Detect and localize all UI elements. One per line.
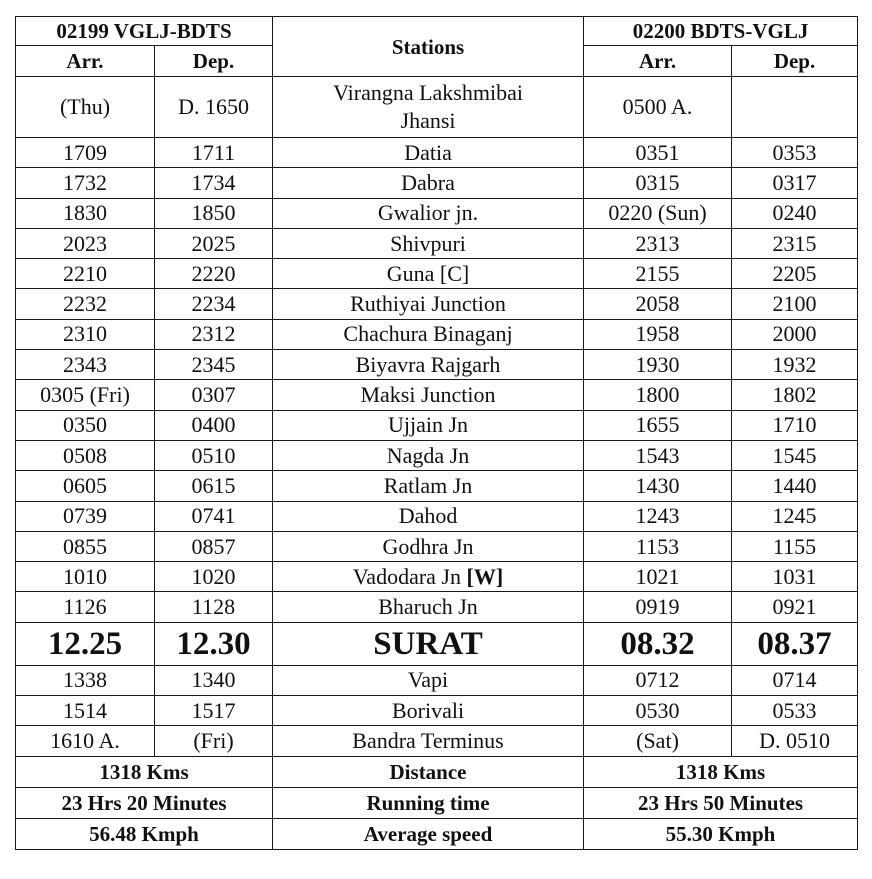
timetable — [15, 16, 858, 850]
down-arr-cell: 2310 — [16, 319, 155, 349]
down-arr-cell: 0739 — [16, 501, 155, 531]
down-arr-cell: 2343 — [16, 350, 155, 380]
station-name: Virangna Lakshmibai Jhansi — [333, 80, 523, 133]
running-time-down: 23 Hrs 20 Minutes — [16, 787, 273, 818]
down-arr-header: Arr. — [16, 46, 155, 77]
down-dep-cell: 1734 — [155, 168, 273, 198]
station-cell — [273, 562, 584, 592]
down-dep-cell: 1128 — [155, 592, 273, 622]
station-name: Bharuch Jn — [378, 594, 478, 620]
up-dep-cell: 1155 — [732, 531, 858, 561]
up-arr-cell: 0500 A. — [584, 77, 732, 138]
down-dep-cell: 1517 — [155, 696, 273, 726]
down-dep-cell: 0307 — [155, 380, 273, 410]
train-down-header: 02199 VGLJ-BDTS — [16, 17, 273, 46]
down-dep-cell: 1850 — [155, 198, 273, 228]
table-row — [16, 198, 858, 228]
station-name: Godhra Jn — [382, 533, 474, 559]
down-dep-cell: 0857 — [155, 531, 273, 561]
up-arr-cell: 1655 — [584, 410, 732, 440]
station-name: Gwalior jn. — [377, 200, 479, 226]
station-name: Biyavra Rajgarh — [355, 351, 501, 377]
table-row — [16, 380, 858, 410]
up-dep-header: Dep. — [732, 46, 858, 77]
station-cell — [273, 501, 584, 531]
up-dep-cell: 1031 — [732, 562, 858, 592]
table-row — [16, 592, 858, 622]
up-arr-cell: (Sat) — [584, 726, 732, 756]
down-arr-cell: 1830 — [16, 198, 155, 228]
down-dep-cell: 1340 — [155, 665, 273, 695]
down-arr-cell: 2023 — [16, 228, 155, 258]
distance-row — [16, 756, 858, 787]
down-dep-cell: 2220 — [155, 259, 273, 289]
up-dep-cell: 1802 — [732, 380, 858, 410]
station-cell — [273, 440, 584, 470]
down-arr-cell: 1338 — [16, 665, 155, 695]
up-arr-cell: 1430 — [584, 471, 732, 501]
up-arr-cell: 2313 — [584, 228, 732, 258]
down-dep-cell: 2345 — [155, 350, 273, 380]
station-cell — [273, 380, 584, 410]
up-arr-cell: 0530 — [584, 696, 732, 726]
station-name: Ujjain Jn — [387, 412, 469, 438]
station-cell — [273, 198, 584, 228]
timetable-container — [15, 16, 858, 850]
station-cell — [273, 168, 584, 198]
up-dep-cell: 2100 — [732, 289, 858, 319]
down-arr-cell: 2232 — [16, 289, 155, 319]
up-arr-cell: 0712 — [584, 665, 732, 695]
up-arr-cell: 0220 (Sun) — [584, 198, 732, 228]
up-dep-cell: 1932 — [732, 350, 858, 380]
up-dep-cell: 0317 — [732, 168, 858, 198]
average-speed-up: 55.30 Kmph — [584, 818, 858, 849]
down-dep-cell: D. 1650 — [155, 77, 273, 138]
station-zone-suffix: [W] — [466, 563, 504, 589]
station-name: Ruthiyai Junction — [350, 291, 506, 317]
down-arr-cell: 0855 — [16, 531, 155, 561]
table-row — [16, 228, 858, 258]
up-dep-cell: 1245 — [732, 501, 858, 531]
up-dep-cell: 0714 — [732, 665, 858, 695]
table-row — [16, 562, 858, 592]
up-arr-cell: 2155 — [584, 259, 732, 289]
down-arr-cell: 1709 — [16, 138, 155, 168]
stations-header: Stations — [273, 17, 584, 77]
up-dep-cell: D. 0510 — [732, 726, 858, 756]
station-cell — [273, 592, 584, 622]
up-arr-cell: 2058 — [584, 289, 732, 319]
table-row — [16, 696, 858, 726]
table-row — [16, 319, 858, 349]
up-dep-cell — [732, 77, 858, 138]
down-arr-cell: 0605 — [16, 471, 155, 501]
up-arr-cell: 08.32 — [584, 622, 732, 665]
station-cell — [273, 622, 584, 665]
up-arr-cell: 1543 — [584, 440, 732, 470]
table-row — [16, 350, 858, 380]
up-dep-cell: 08.37 — [732, 622, 858, 665]
table-row — [16, 138, 858, 168]
up-dep-cell: 0921 — [732, 592, 858, 622]
station-name: SURAT — [373, 625, 483, 662]
up-arr-cell: 0919 — [584, 592, 732, 622]
table-row — [16, 77, 858, 138]
station-cell — [273, 138, 584, 168]
station-name: Ratlam Jn — [383, 472, 473, 498]
up-arr-cell: 1153 — [584, 531, 732, 561]
down-arr-cell: 2210 — [16, 259, 155, 289]
table-row — [16, 726, 858, 756]
table-row — [16, 440, 858, 470]
down-dep-cell: 2312 — [155, 319, 273, 349]
header-row-trains — [16, 17, 858, 46]
down-dep-cell: 2234 — [155, 289, 273, 319]
down-arr-cell: 0350 — [16, 410, 155, 440]
down-dep-cell: (Fri) — [155, 726, 273, 756]
up-dep-cell: 2315 — [732, 228, 858, 258]
down-dep-cell: 2025 — [155, 228, 273, 258]
station-cell — [273, 471, 584, 501]
station-cell — [273, 77, 584, 138]
up-arr-cell: 1958 — [584, 319, 732, 349]
station-name: Chachura Binaganj — [343, 321, 513, 347]
down-dep-cell: 1711 — [155, 138, 273, 168]
station-name: Dabra — [401, 169, 455, 195]
down-dep-header: Dep. — [155, 46, 273, 77]
station-name: Guna [C] — [386, 260, 470, 286]
station-cell — [273, 665, 584, 695]
down-arr-cell: (Thu) — [16, 77, 155, 138]
up-arr-cell: 1930 — [584, 350, 732, 380]
down-arr-cell: 0305 (Fri) — [16, 380, 155, 410]
up-arr-cell: 1021 — [584, 562, 732, 592]
station-name: Shivpuri — [390, 230, 466, 256]
table-row — [16, 471, 858, 501]
station-name: Vadodara Jn — [352, 563, 461, 589]
down-dep-cell: 0510 — [155, 440, 273, 470]
station-name: Borivali — [391, 697, 465, 723]
down-arr-cell: 1514 — [16, 696, 155, 726]
table-row — [16, 665, 858, 695]
station-cell — [273, 726, 584, 756]
table-row — [16, 501, 858, 531]
up-arr-header: Arr. — [584, 46, 732, 77]
down-arr-cell: 12.25 — [16, 622, 155, 665]
station-cell — [273, 531, 584, 561]
station-name: Dahod — [398, 503, 458, 529]
distance-down: 1318 Kms — [16, 756, 273, 787]
train-up-header: 02200 BDTS-VGLJ — [584, 17, 858, 46]
average-speed-down: 56.48 Kmph — [16, 818, 273, 849]
station-name: Vapi — [407, 667, 449, 693]
down-arr-cell: 1610 A. — [16, 726, 155, 756]
table-row — [16, 410, 858, 440]
table-row — [16, 259, 858, 289]
down-arr-cell: 1010 — [16, 562, 155, 592]
table-row — [16, 531, 858, 561]
down-arr-cell: 1732 — [16, 168, 155, 198]
up-dep-cell: 0533 — [732, 696, 858, 726]
down-dep-cell: 0741 — [155, 501, 273, 531]
station-cell — [273, 289, 584, 319]
down-dep-cell: 1020 — [155, 562, 273, 592]
table-row — [16, 622, 858, 665]
down-dep-cell: 12.30 — [155, 622, 273, 665]
distance-up: 1318 Kms — [584, 756, 858, 787]
up-arr-cell: 1243 — [584, 501, 732, 531]
up-dep-cell: 2000 — [732, 319, 858, 349]
average-speed-row — [16, 818, 858, 849]
running-time-row — [16, 787, 858, 818]
station-cell — [273, 259, 584, 289]
down-dep-cell: 0615 — [155, 471, 273, 501]
up-dep-cell: 1710 — [732, 410, 858, 440]
table-row — [16, 289, 858, 319]
station-cell — [273, 228, 584, 258]
station-name: Bandra Terminus — [352, 727, 504, 753]
station-cell — [273, 350, 584, 380]
station-name: Nagda Jn — [386, 442, 470, 468]
up-dep-cell: 0353 — [732, 138, 858, 168]
station-cell — [273, 410, 584, 440]
station-name: Maksi Junction — [360, 382, 496, 408]
running-time-label: Running time — [273, 787, 584, 818]
distance-label: Distance — [273, 756, 584, 787]
average-speed-label: Average speed — [273, 818, 584, 849]
up-arr-cell: 0351 — [584, 138, 732, 168]
table-row — [16, 168, 858, 198]
down-arr-cell: 0508 — [16, 440, 155, 470]
running-time-up: 23 Hrs 50 Minutes — [584, 787, 858, 818]
station-cell — [273, 319, 584, 349]
up-dep-cell: 0240 — [732, 198, 858, 228]
station-cell — [273, 696, 584, 726]
up-dep-cell: 2205 — [732, 259, 858, 289]
down-arr-cell: 1126 — [16, 592, 155, 622]
up-dep-cell: 1440 — [732, 471, 858, 501]
up-arr-cell: 0315 — [584, 168, 732, 198]
up-arr-cell: 1800 — [584, 380, 732, 410]
up-dep-cell: 1545 — [732, 440, 858, 470]
down-dep-cell: 0400 — [155, 410, 273, 440]
station-name: Datia — [404, 139, 452, 165]
